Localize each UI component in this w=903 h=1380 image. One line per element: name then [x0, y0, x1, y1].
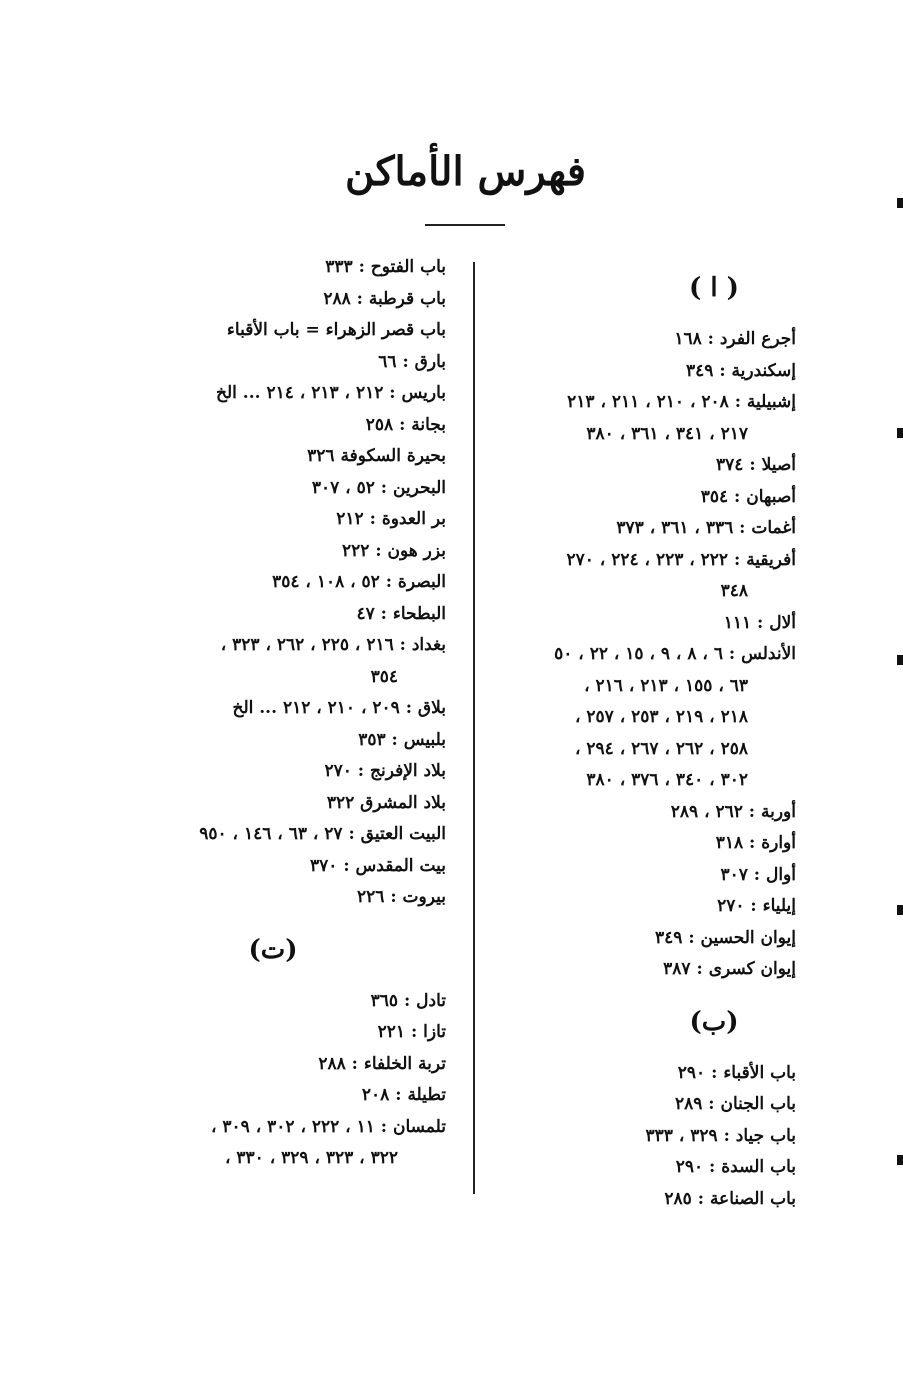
- margin-mark: [897, 1155, 903, 1165]
- index-entry-continuation: ٢١٨ ، ٢١٩ ، ٢٥٣ ، ٢٥٧ ،: [574, 707, 748, 727]
- title-rule: [425, 224, 505, 226]
- margin-mark: [897, 905, 903, 915]
- index-entry: بحيرة السكوفة ٣٢٦: [307, 446, 446, 466]
- index-entry: باب الفتوح : ٣٣٣: [325, 257, 446, 277]
- index-entry-continuation: ٣٥٤: [370, 666, 398, 687]
- index-entry: باب قرطبة : ٢٨٨: [323, 288, 446, 309]
- index-entry: أوال : ٣٠٧: [720, 864, 796, 885]
- section-letter: (ب): [689, 1006, 739, 1037]
- index-entry: إيلياء : ٢٧٠: [717, 896, 796, 916]
- index-entry-continuation: ٣٤٨: [720, 581, 748, 601]
- index-entry-continuation: ٦٣ ، ١٥٥ ، ٢١٣ ، ٢١٦ ،: [584, 675, 748, 696]
- index-entry: بيت المقدس : ٣٧٠: [310, 855, 446, 876]
- index-entry: أوارة : ٣١٨: [715, 833, 796, 853]
- margin-mark: [897, 428, 903, 438]
- index-entry: باب الصناعة : ٢٨٥: [664, 1188, 796, 1209]
- index-entry: أجرع الفرد : ١٦٨: [674, 329, 796, 349]
- index-entry: أغمات : ٣٣٦ ، ٣٦١ ، ٣٧٣: [616, 518, 796, 538]
- index-entry-continuation: ٣٢٢ ، ٣٢٣ ، ٣٢٩ ، ٣٣٠ ،: [224, 1148, 398, 1168]
- left-column: [140, 252, 446, 1175]
- index-entry: بلبيس : ٣٥٣: [358, 729, 446, 750]
- index-entry: إسكندرية : ٣٤٩: [686, 360, 796, 381]
- index-entry: أصيلا : ٣٧٤: [716, 455, 796, 475]
- index-entry: بر العدوة : ٢١٢: [336, 509, 446, 529]
- index-entry: إيوان كسرى : ٣٨٧: [663, 959, 796, 979]
- index-entry-continuation: ٢١٧ ، ٣٤١ ، ٣٦١ ، ٣٨٠: [586, 423, 748, 444]
- index-entry: تازا : ٢٢١: [377, 1022, 446, 1042]
- index-entry: بجانة : ٢٥٨: [365, 414, 446, 435]
- index-entry: بارق : ٦٦: [378, 351, 446, 372]
- index-entry: باب السدة : ٢٩٠: [675, 1157, 796, 1177]
- index-entry: تطيلة : ٢٠٨: [361, 1085, 446, 1105]
- index-entry: بزر هون : ٢٢٢: [342, 540, 446, 561]
- index-entry: أفريقية : ٢٢٢ ، ٢٢٣ ، ٢٢٤ ، ٢٧٠: [566, 549, 796, 570]
- index-entry: باريس : ٢١٢ ، ٢١٣ ، ٢١٤ ... الخ: [216, 383, 446, 403]
- index-entry: البحرين : ٥٢ ، ٣٠٧: [311, 477, 446, 498]
- index-entry: بلاد المشرق ٣٢٢: [326, 792, 446, 813]
- index-entry: بغداد : ٢١٦ ، ٢٢٥ ، ٢٦٢ ، ٣٢٣ ،: [220, 635, 446, 655]
- index-entry: بلاق : ٢٠٩ ، ٢١٠ ، ٢١٢ ... الخ: [232, 698, 446, 718]
- page-title: فهرس الأماكن: [345, 148, 586, 195]
- index-entry: باب قصر الزهراء = باب الأقباء: [226, 320, 446, 340]
- index-entry: الأندلس : ٦ ، ٨ ، ٩ ، ١٥ ، ٢٢ ، ٥٠: [554, 644, 796, 664]
- index-entry: تلمسان : ١١ ، ٢٢٢ ، ٣٠٢ ، ٣٠٩ ،: [210, 1116, 446, 1137]
- index-entry: إيوان الحسين : ٣٤٩: [655, 927, 796, 948]
- index-entry: البصرة : ٥٢ ، ١٠٨ ، ٣٥٤: [272, 572, 446, 592]
- right-column: [492, 252, 796, 1215]
- index-entry: بيروت : ٢٢٦: [357, 887, 446, 907]
- index-entry: تادل : ٣٦٥: [370, 990, 446, 1011]
- index-entry: بلاد الإفرنج : ٢٧٠: [324, 761, 446, 781]
- index-entry: البطحاء : ٤٧: [356, 603, 446, 624]
- column-divider: [473, 262, 475, 1194]
- index-entry: ألال : ١١١: [723, 612, 796, 633]
- index-entry: باب الأقباء : ٢٩٠: [677, 1062, 796, 1083]
- section-letter: (ت): [248, 934, 298, 965]
- index-entry: أصبهان : ٣٥٤: [700, 486, 796, 507]
- index-entry-continuation: ٣٠٢ ، ٣٤٠ ، ٣٧٦ ، ٣٨٠: [586, 770, 748, 790]
- index-entry: أوربة : ٢٦٢ ، ٢٨٩: [670, 801, 796, 822]
- index-entry: تربة الخلفاء : ٢٨٨: [318, 1053, 446, 1074]
- index-entry: إشبيلية : ٢٠٨ ، ٢١٠ ، ٢١١ ، ٢١٣: [567, 392, 796, 412]
- index-entry: البيت العتيق : ٢٧ ، ٦٣ ، ١٤٦ ، ٩٥٠: [199, 824, 446, 844]
- index-entry: باب الجنان : ٢٨٩: [674, 1094, 796, 1114]
- index-entry-continuation: ٢٥٨ ، ٢٦٢ ، ٢٦٧ ، ٢٩٤ ،: [574, 738, 748, 759]
- section-letter: ( ا ): [689, 273, 739, 303]
- margin-mark: [897, 655, 903, 665]
- margin-mark: [897, 198, 903, 208]
- index-entry: باب جياد : ٣٢٩ ، ٣٣٣: [645, 1125, 796, 1146]
